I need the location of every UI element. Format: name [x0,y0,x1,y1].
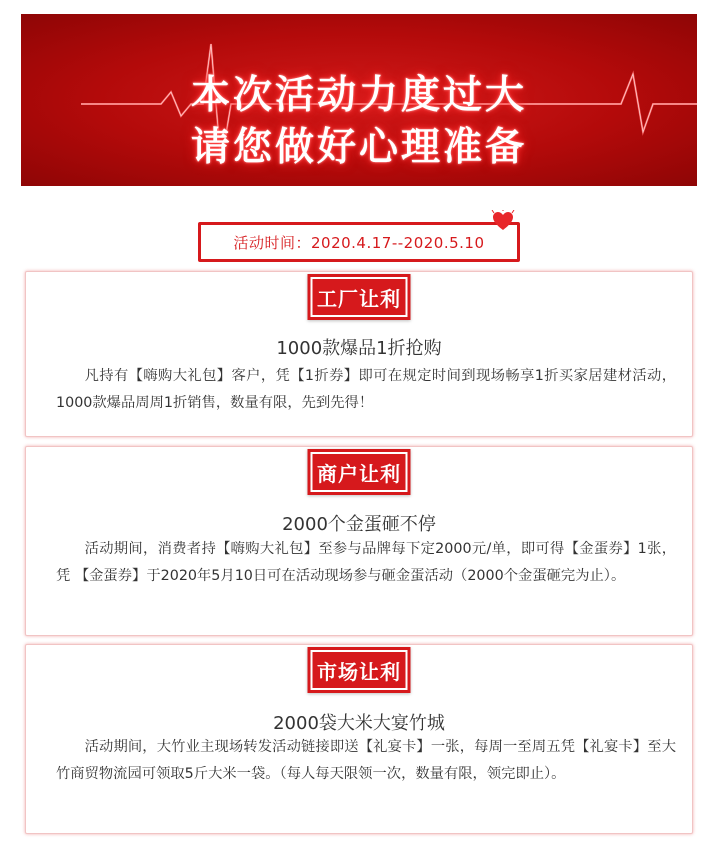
section-tag: 商户让利 [308,449,411,495]
section-title: 2000个金蛋砸不停 [282,514,436,535]
section-tag: 市场让利 [308,647,411,693]
section-body: 活动期间，消费者持【嗨购大礼包】至参与品牌每下定2000元/单，即可得【金蛋券】1张，凭 【金蛋券】于2020年5月10日可在活动现场参与砸金蛋活动（2000个金蛋砸完为止）。 [56,541,676,584]
activity-date-box [198,222,520,262]
heart-icon [491,210,515,232]
section-card-merchant [25,446,693,636]
banner-headline-1: 本次活动力度过大 [190,73,527,118]
banner-headline-2: 请您做好心理准备 [190,125,527,170]
section-card-market [25,644,693,834]
section-title: 1000款爆品1折抢购 [276,338,442,359]
section-tag: 工厂让利 [308,274,411,320]
section-body: 活动期间，大竹业主现场转发活动链接即送【礼宴卡】一张，每周一至周五凭【礼宴卡】至大竹商贸物流园可领取5斤大米一袋。（每人每天限领一次，数量有限，领完即止）。 [56,739,676,782]
hero-banner [21,14,697,186]
activity-date-text: 活动时间：2020.4.17--2020.5.10 [233,233,485,252]
section-card-factory [25,271,693,437]
section-body: 凡持有【嗨购大礼包】客户，凭【1折券】即可在规定时间到现场畅享1折买家居建材活动，1000款爆品周周1折销售，数量有限，先到先得！ [56,368,676,411]
section-title: 2000袋大米大宴竹城 [273,713,445,734]
